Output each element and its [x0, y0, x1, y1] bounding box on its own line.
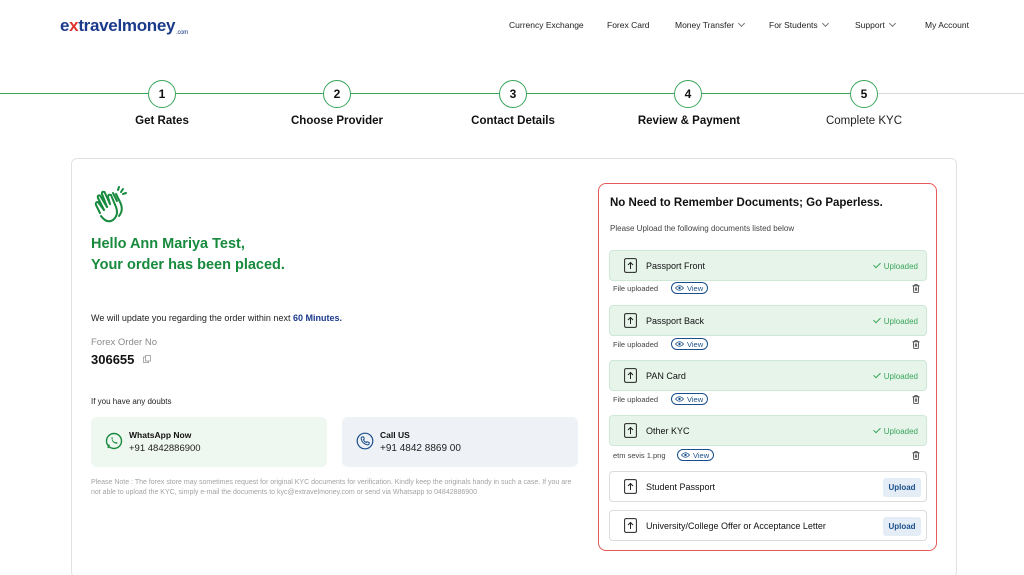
kyc-title: No Need to Remember Documents; Go Paperless.	[610, 197, 883, 209]
nav-currency-exchange[interactable]	[509, 20, 584, 30]
greeting-heading	[91, 234, 285, 276]
stepper-remaining-line	[864, 93, 1024, 94]
doubts-text: If you have any doubts	[91, 397, 172, 406]
document-name: PAN Card	[646, 371, 686, 381]
step-2-circle	[323, 80, 351, 108]
step-4-label: Review & Payment	[637, 115, 741, 127]
trash-icon[interactable]	[912, 395, 920, 404]
nav-label: Currency Exchange	[509, 20, 584, 30]
nav-support[interactable]	[855, 20, 895, 30]
trash-icon[interactable]	[912, 284, 920, 293]
whatsapp-title: WhatsApp Now	[129, 430, 192, 440]
chevron-down-icon	[738, 20, 745, 27]
logo-text: travelmoney	[78, 16, 176, 35]
update-time: 60 Minutes.	[292, 313, 342, 323]
whatsapp-contact-button[interactable]	[91, 417, 327, 467]
nav-for-students[interactable]	[769, 20, 828, 30]
document-name: Other KYC	[646, 426, 690, 436]
nav-money-transfer[interactable]	[675, 20, 744, 30]
trash-icon[interactable]	[912, 451, 920, 460]
call-us-button[interactable]	[342, 417, 578, 467]
upload-button-student-passport[interactable]: Upload	[883, 478, 921, 497]
uploaded-status	[875, 261, 918, 271]
order-number-label: Forex Order No	[91, 337, 157, 348]
step-3-label: Contact Details	[471, 115, 555, 127]
uploaded-status	[875, 371, 918, 381]
view-label: View	[693, 450, 710, 460]
call-title: Call US	[380, 430, 410, 440]
upload-file-icon	[624, 518, 637, 533]
nav-forex-card[interactable]	[607, 20, 650, 30]
check-icon	[873, 316, 881, 324]
chevron-down-icon	[822, 20, 829, 27]
logo-letter-e: e	[60, 16, 70, 35]
eye-icon	[675, 285, 684, 291]
view-button-other-kyc[interactable]	[677, 449, 714, 461]
uploaded-status	[875, 316, 918, 326]
step-3-circle	[499, 80, 527, 108]
nav-my-account[interactable]	[925, 20, 969, 30]
step-2-label: Choose Provider	[290, 115, 384, 127]
logo-letter-x: x	[69, 16, 79, 35]
upload-file-icon	[624, 479, 637, 494]
nav-label: My Account	[925, 20, 969, 30]
uploaded-status	[875, 426, 918, 436]
greeting-name: Hello Ann Mariya Test,	[91, 236, 245, 252]
uploaded-label: Uploaded	[883, 372, 918, 381]
eye-icon	[675, 341, 684, 347]
document-row-other-kyc	[609, 415, 927, 446]
document-row-passport-front	[609, 250, 927, 281]
kyc-note: Please Note : The forex store may sometimes request for original KYC documents for verification. Kindly keep the originals handy in such a case. If you are not able to upload the KYC, simply e-mail the documents to kyc@extravelmoney.com or send via Whatsapp to 04842886900	[91, 479, 572, 496]
step-5-circle	[850, 80, 878, 108]
view-label: View	[687, 339, 704, 349]
step-number: 1	[158, 87, 166, 101]
view-label: View	[687, 394, 704, 404]
document-row-university-letter	[609, 510, 927, 541]
document-name: Student Passport	[646, 482, 716, 492]
check-icon	[873, 371, 881, 379]
eye-icon	[675, 396, 684, 402]
trash-icon[interactable]	[912, 340, 920, 349]
upload-file-icon	[624, 368, 637, 383]
upload-button-university-letter[interactable]: Upload	[883, 517, 921, 536]
step-4-circle	[674, 80, 702, 108]
uploaded-label: Uploaded	[883, 317, 918, 326]
step-number: 4	[684, 87, 692, 101]
upload-file-icon	[624, 258, 637, 273]
document-name: Passport Front	[646, 261, 706, 271]
step-number: 2	[333, 87, 341, 101]
kyc-subtitle: Please Upload the following documents listed below	[610, 224, 795, 233]
kyc-upload-panel	[598, 183, 937, 551]
call-number: +91 4842 8869 00	[380, 443, 461, 454]
eye-icon	[681, 452, 690, 458]
upload-file-icon	[624, 313, 637, 328]
step-number: 3	[509, 87, 517, 101]
document-row-pan-card	[609, 360, 927, 391]
uploaded-label: Uploaded	[883, 262, 918, 271]
order-number: 306655	[91, 352, 135, 367]
view-button-passport-front[interactable]	[671, 282, 708, 294]
upload-file-icon	[624, 423, 637, 438]
view-label: View	[687, 283, 704, 293]
file-name: etm sevis 1.png	[613, 451, 666, 460]
whatsapp-number: +91 4842886900	[129, 443, 201, 454]
step-1-circle	[148, 80, 176, 108]
document-row-student-passport	[609, 471, 927, 502]
file-status: File uploaded	[613, 284, 659, 293]
file-status: File uploaded	[613, 340, 659, 349]
document-name: University/College Offer or Acceptance Letter	[646, 521, 826, 531]
greeting-order-placed: Your order has been placed.	[91, 257, 285, 273]
uploaded-label: Uploaded	[883, 427, 918, 436]
update-message	[91, 313, 342, 323]
logo-suffix: .com	[176, 30, 188, 36]
nav-label: Forex Card	[607, 20, 650, 30]
copy-icon[interactable]	[143, 355, 151, 363]
update-prefix: We will update you regarding the order within next	[91, 313, 293, 323]
step-number: 5	[860, 87, 868, 101]
step-5-label: Complete KYC	[825, 115, 903, 127]
site-header	[0, 0, 1024, 52]
view-button-passport-back[interactable]	[671, 338, 708, 350]
document-name: Passport Back	[646, 316, 705, 326]
nav-label: Money Transfer	[675, 20, 735, 30]
chevron-down-icon	[889, 20, 896, 27]
brand-logo[interactable]	[60, 16, 188, 36]
view-button-pan-card[interactable]	[671, 393, 708, 405]
clapping-hands-icon	[92, 183, 132, 225]
nav-label: For Students	[769, 20, 818, 30]
nav-label: Support	[855, 20, 885, 30]
check-icon	[873, 426, 881, 434]
step-1-label: Get Rates	[135, 115, 189, 127]
check-icon	[873, 261, 881, 269]
document-row-passport-back	[609, 305, 927, 336]
file-status: File uploaded	[613, 395, 659, 404]
phone-icon	[356, 432, 374, 450]
whatsapp-icon	[105, 432, 123, 450]
